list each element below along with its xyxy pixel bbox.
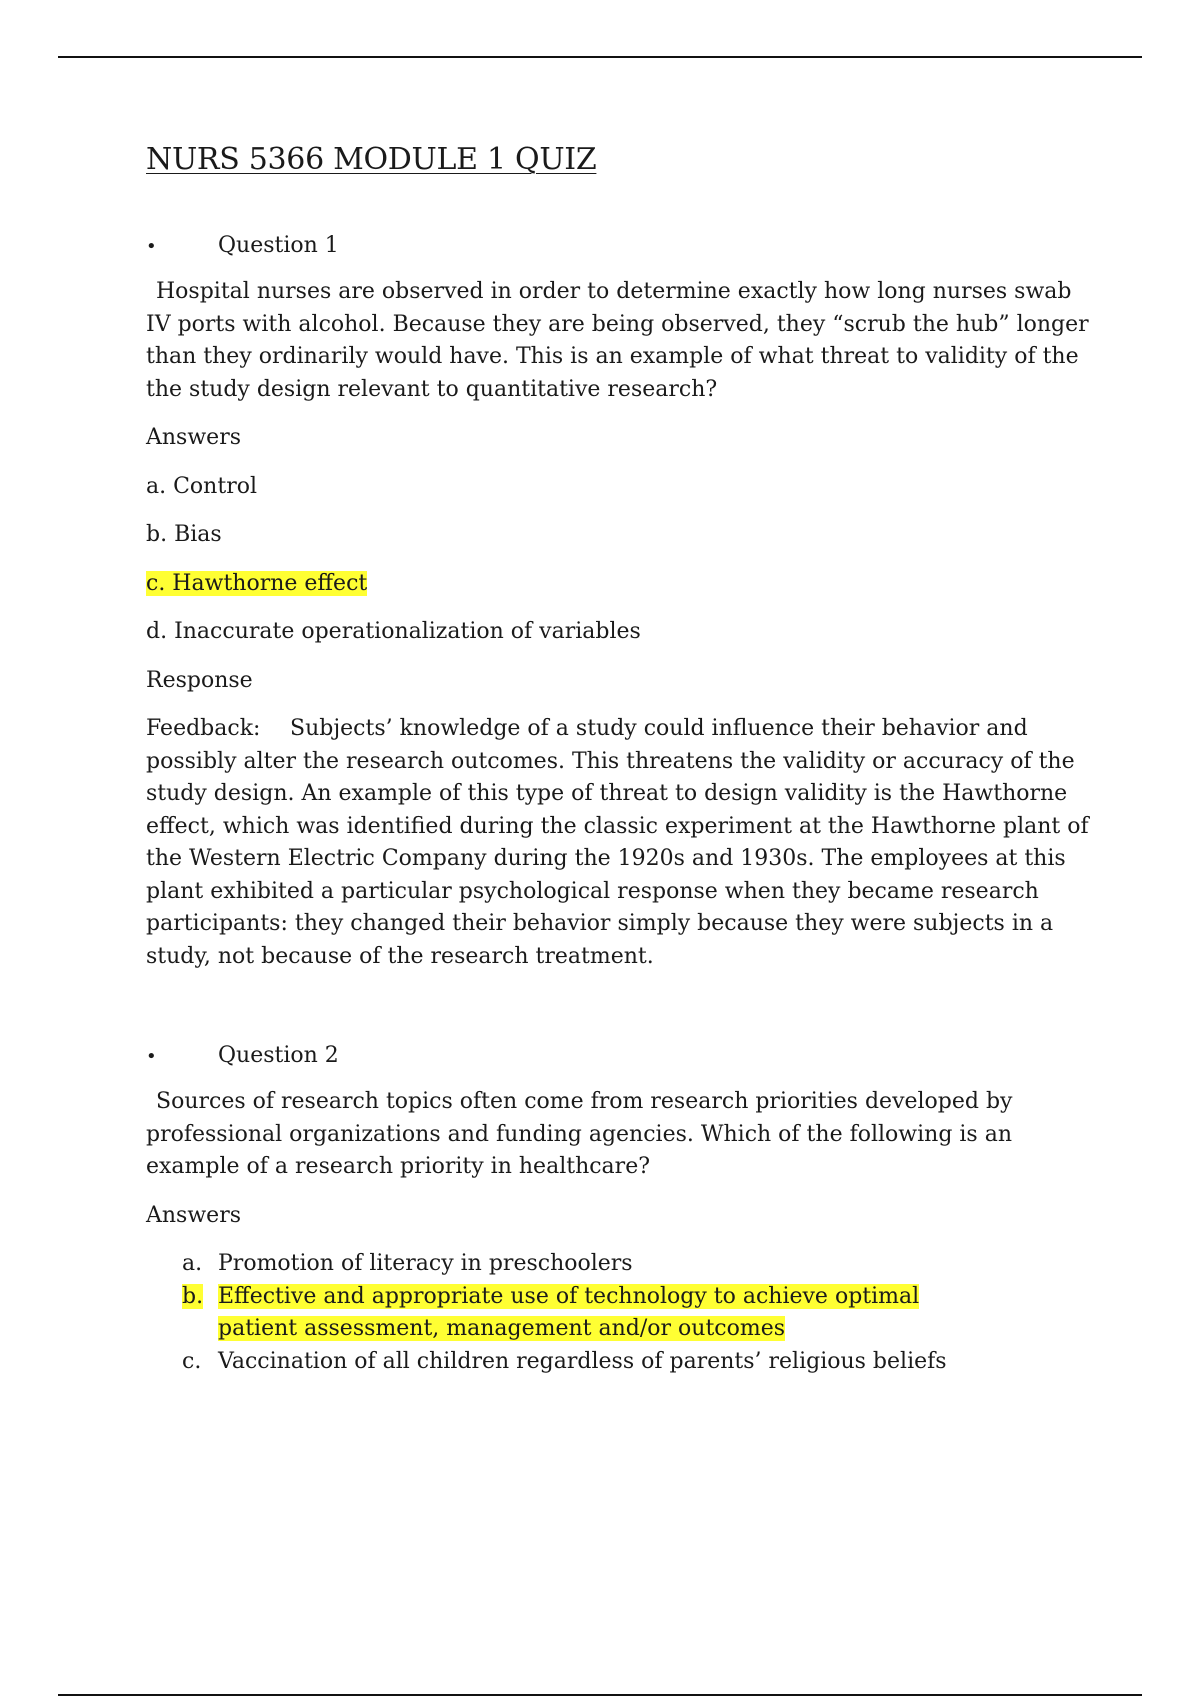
question-1-answer-d bbox=[146, 616, 1096, 649]
question-1-heading bbox=[146, 233, 1096, 258]
question-2-label: Question 2 bbox=[218, 1043, 339, 1068]
header-rule bbox=[58, 56, 1142, 58]
feedback-text: Subjects’ knowledge of a study could influence their behavior and possibly alter the research outcomes. This threatens the validity or accuracy of the study design. An example of this type of threat to design validity is the Hawthorne effect, which was identified during the classic experiment at the Hawthorne plant of the Western Electric Company during the 1920s and 1930s. The employees at this plant exhibited a particular psychological response when they became research participants: they changed their behavior simply because they were subjects in a study, not because of the research treatment. bbox=[146, 716, 1089, 969]
question-1-text: Hospital nurses are observed in order to determine exactly how long nurses swab IV ports with alcohol. Because they are being observed, they “scrub the hub” longer than they ordinarily would have. This is an example of what threat to validity of the the study design relevant to quantitative research? bbox=[146, 279, 1089, 402]
question-2-answers-label: Answers bbox=[146, 1202, 242, 1228]
answer-text: a. Control bbox=[146, 473, 257, 499]
answer-text: Vaccination of all children regardless of parents’ religious beliefs bbox=[218, 1348, 947, 1374]
list-item bbox=[146, 1248, 1096, 1281]
answer-letter: a. bbox=[182, 1251, 203, 1276]
document-body bbox=[146, 142, 1096, 1378]
list-item-correct bbox=[146, 1281, 1096, 1346]
answer-text: d. Inaccurate operationalization of variables bbox=[146, 619, 641, 644]
question-2-heading bbox=[146, 1043, 1096, 1068]
question-2-answer-list bbox=[146, 1248, 1096, 1378]
list-item bbox=[146, 1346, 1096, 1379]
question-1-answers-label: Answers bbox=[146, 425, 242, 450]
question-1-answer-c-correct bbox=[146, 568, 1096, 601]
question-1-label: Question 1 bbox=[218, 233, 339, 258]
bullet-icon: • bbox=[146, 236, 157, 257]
feedback-label: Feedback: bbox=[146, 716, 261, 741]
footer-rule bbox=[58, 1694, 1142, 1696]
highlighted-answer-text: c. Hawthorne effect bbox=[146, 570, 368, 596]
page-title: NURS 5366 MODULE 1 QUIZ bbox=[146, 142, 597, 177]
answer-letter: c. bbox=[182, 1348, 202, 1374]
bullet-icon: • bbox=[146, 1046, 157, 1067]
question-1-answer-b bbox=[146, 519, 1096, 552]
question-1-response-label: Response bbox=[146, 667, 253, 693]
answer-text: b. Bias bbox=[146, 522, 222, 547]
answer-letter: b. bbox=[182, 1283, 204, 1309]
answer-text: Promotion of literacy in preschoolers bbox=[218, 1251, 633, 1276]
question-1-answer-a bbox=[146, 471, 1096, 504]
question-2-text: Sources of research topics often come from research priorities developed by professional organizations and funding agencies. Which of the following is an example of a research priority in healthcare? bbox=[146, 1089, 1013, 1179]
question-1-feedback bbox=[146, 713, 1096, 973]
highlighted-answer-text: Effective and appropriate use of technology to achieve optimal patient assessment, management and/or outcomes bbox=[218, 1283, 920, 1341]
